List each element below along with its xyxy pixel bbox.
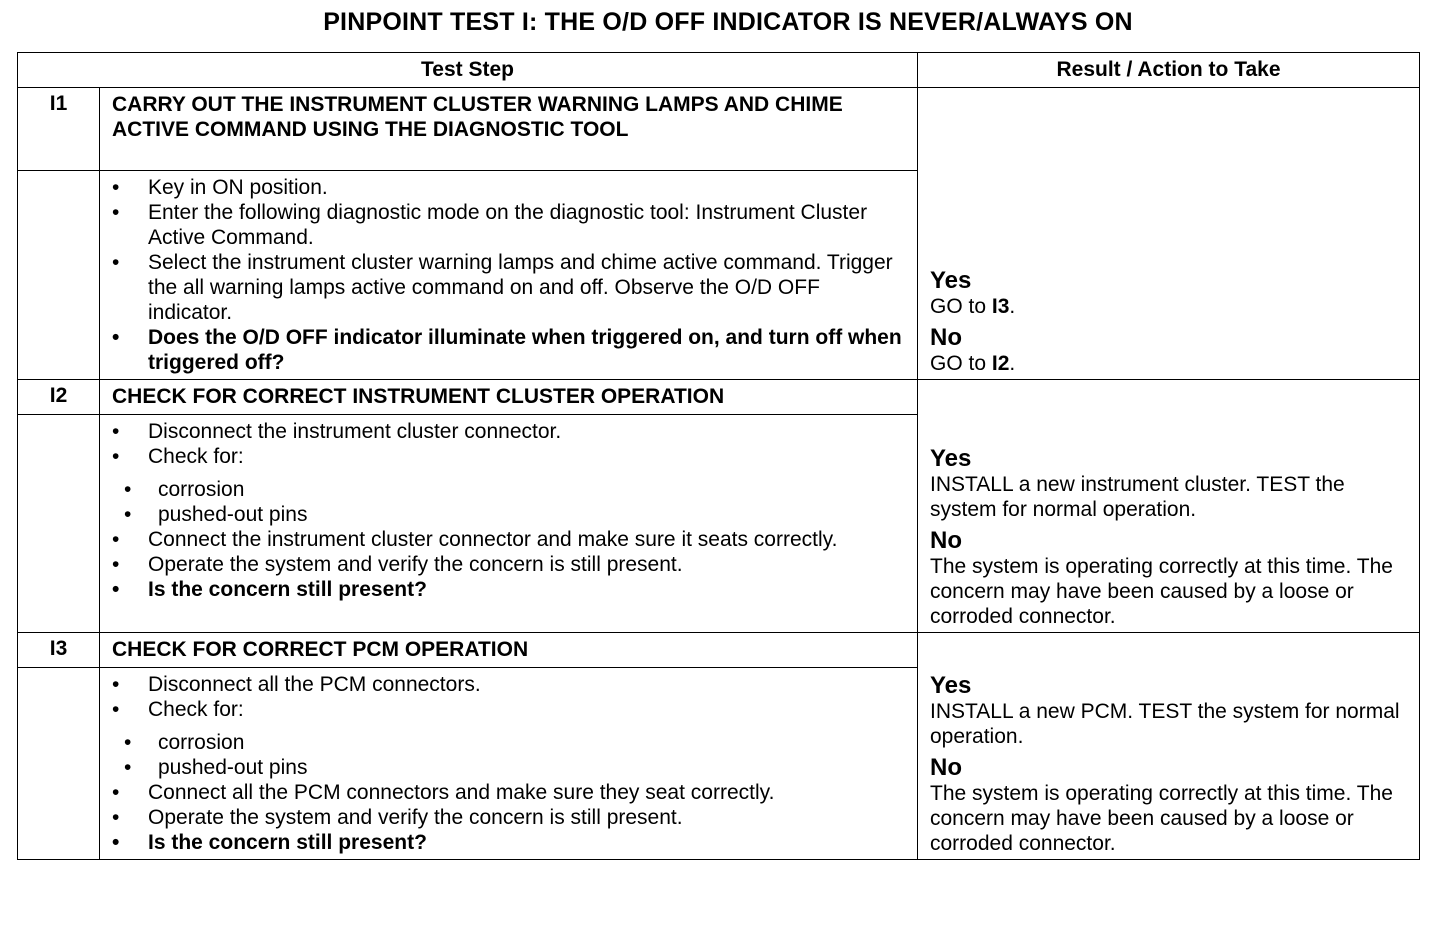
step-title-row bbox=[18, 633, 1420, 668]
header-result-action: Result / Action to Take bbox=[918, 53, 1420, 88]
result-block bbox=[918, 443, 1419, 632]
no-action: GO to I2. bbox=[930, 352, 1016, 375]
step-body bbox=[100, 415, 918, 633]
header-test-step: Test Step bbox=[18, 53, 918, 88]
step-id: I3 bbox=[18, 633, 100, 668]
step-ref-link[interactable]: I3 bbox=[991, 295, 1010, 318]
step-question: • Is the concern still present? bbox=[112, 831, 427, 854]
yes-action: GO to I3. bbox=[930, 295, 1016, 318]
list-item: • Disconnect all the PCM connectors. bbox=[112, 673, 481, 696]
result-cell bbox=[918, 88, 1420, 380]
sub-list-item: • pushed-out pins bbox=[124, 503, 308, 526]
yes-action: INSTALL a new PCM. TEST the system for normal operation. bbox=[930, 700, 1400, 748]
table-header-row bbox=[18, 53, 1420, 88]
list-item: • Check for: bbox=[112, 445, 244, 468]
step-ref-link[interactable]: I2 bbox=[991, 352, 1010, 375]
list-item: • Disconnect the instrument cluster connector. bbox=[112, 420, 562, 443]
no-label: No bbox=[930, 324, 962, 351]
yes-label: Yes bbox=[930, 672, 972, 699]
sub-list-item: • pushed-out pins bbox=[124, 756, 308, 779]
yes-label: Yes bbox=[930, 445, 972, 472]
step-title-row bbox=[18, 380, 1420, 415]
pinpoint-test-table bbox=[17, 52, 1420, 860]
page-title: PINPOINT TEST I: THE O/D OFF INDICATOR IS NEVER/ALWAYS ON bbox=[323, 8, 1133, 36]
step-title: CHECK FOR CORRECT PCM OPERATION bbox=[100, 633, 918, 668]
sub-list-item: • corrosion bbox=[124, 731, 245, 754]
step-question: • Does the O/D OFF indicator illuminate when triggered on, and turn off when triggered off? bbox=[112, 326, 902, 374]
step-id: I2 bbox=[18, 380, 100, 415]
no-label: No bbox=[930, 527, 962, 554]
sub-list-item: • corrosion bbox=[124, 478, 245, 501]
step-id: I1 bbox=[18, 88, 100, 171]
yes-action: INSTALL a new instrument cluster. TEST the system for normal operation. bbox=[930, 473, 1345, 521]
step-title: CHECK FOR CORRECT INSTRUMENT CLUSTER OPERATION bbox=[100, 380, 918, 415]
list-item: • Select the instrument cluster warning lamps and chime active command. Trigger the all warning lamps active command on and off. Observe the O/D OFF indicator. bbox=[112, 251, 893, 324]
no-label: No bbox=[930, 754, 962, 781]
step-title-row bbox=[18, 88, 1420, 171]
step-title: CARRY OUT THE INSTRUMENT CLUSTER WARNING LAMPS AND CHIME ACTIVE COMMAND USING THE DIAGNOSTIC TOOL bbox=[100, 88, 918, 171]
list-item: • Key in ON position. bbox=[112, 176, 328, 199]
list-item: • Operate the system and verify the concern is still present. bbox=[112, 553, 683, 576]
no-action: The system is operating correctly at this time. The concern may have been caused by a loose or corroded connector. bbox=[930, 555, 1393, 628]
list-item: • Check for: bbox=[112, 698, 244, 721]
step-question: • Is the concern still present? bbox=[112, 578, 427, 601]
list-item: • Connect the instrument cluster connector and make sure it seats correctly. bbox=[112, 528, 838, 551]
result-block bbox=[918, 265, 1419, 379]
step-id-spacer bbox=[18, 415, 100, 633]
result-cell bbox=[918, 380, 1420, 633]
step-id-spacer bbox=[18, 668, 100, 860]
result-cell bbox=[918, 633, 1420, 860]
no-action: The system is operating correctly at this time. The concern may have been caused by a loose or corroded connector. bbox=[930, 782, 1393, 855]
result-block bbox=[918, 670, 1419, 859]
list-item: • Operate the system and verify the concern is still present. bbox=[112, 806, 683, 829]
step-body bbox=[100, 668, 918, 860]
step-body bbox=[100, 171, 918, 380]
list-item: • Enter the following diagnostic mode on the diagnostic tool: Instrument Cluster Active Command. bbox=[112, 201, 868, 249]
step-id-spacer bbox=[18, 171, 100, 380]
list-item: • Connect all the PCM connectors and make sure they seat correctly. bbox=[112, 781, 775, 804]
yes-label: Yes bbox=[930, 267, 972, 294]
